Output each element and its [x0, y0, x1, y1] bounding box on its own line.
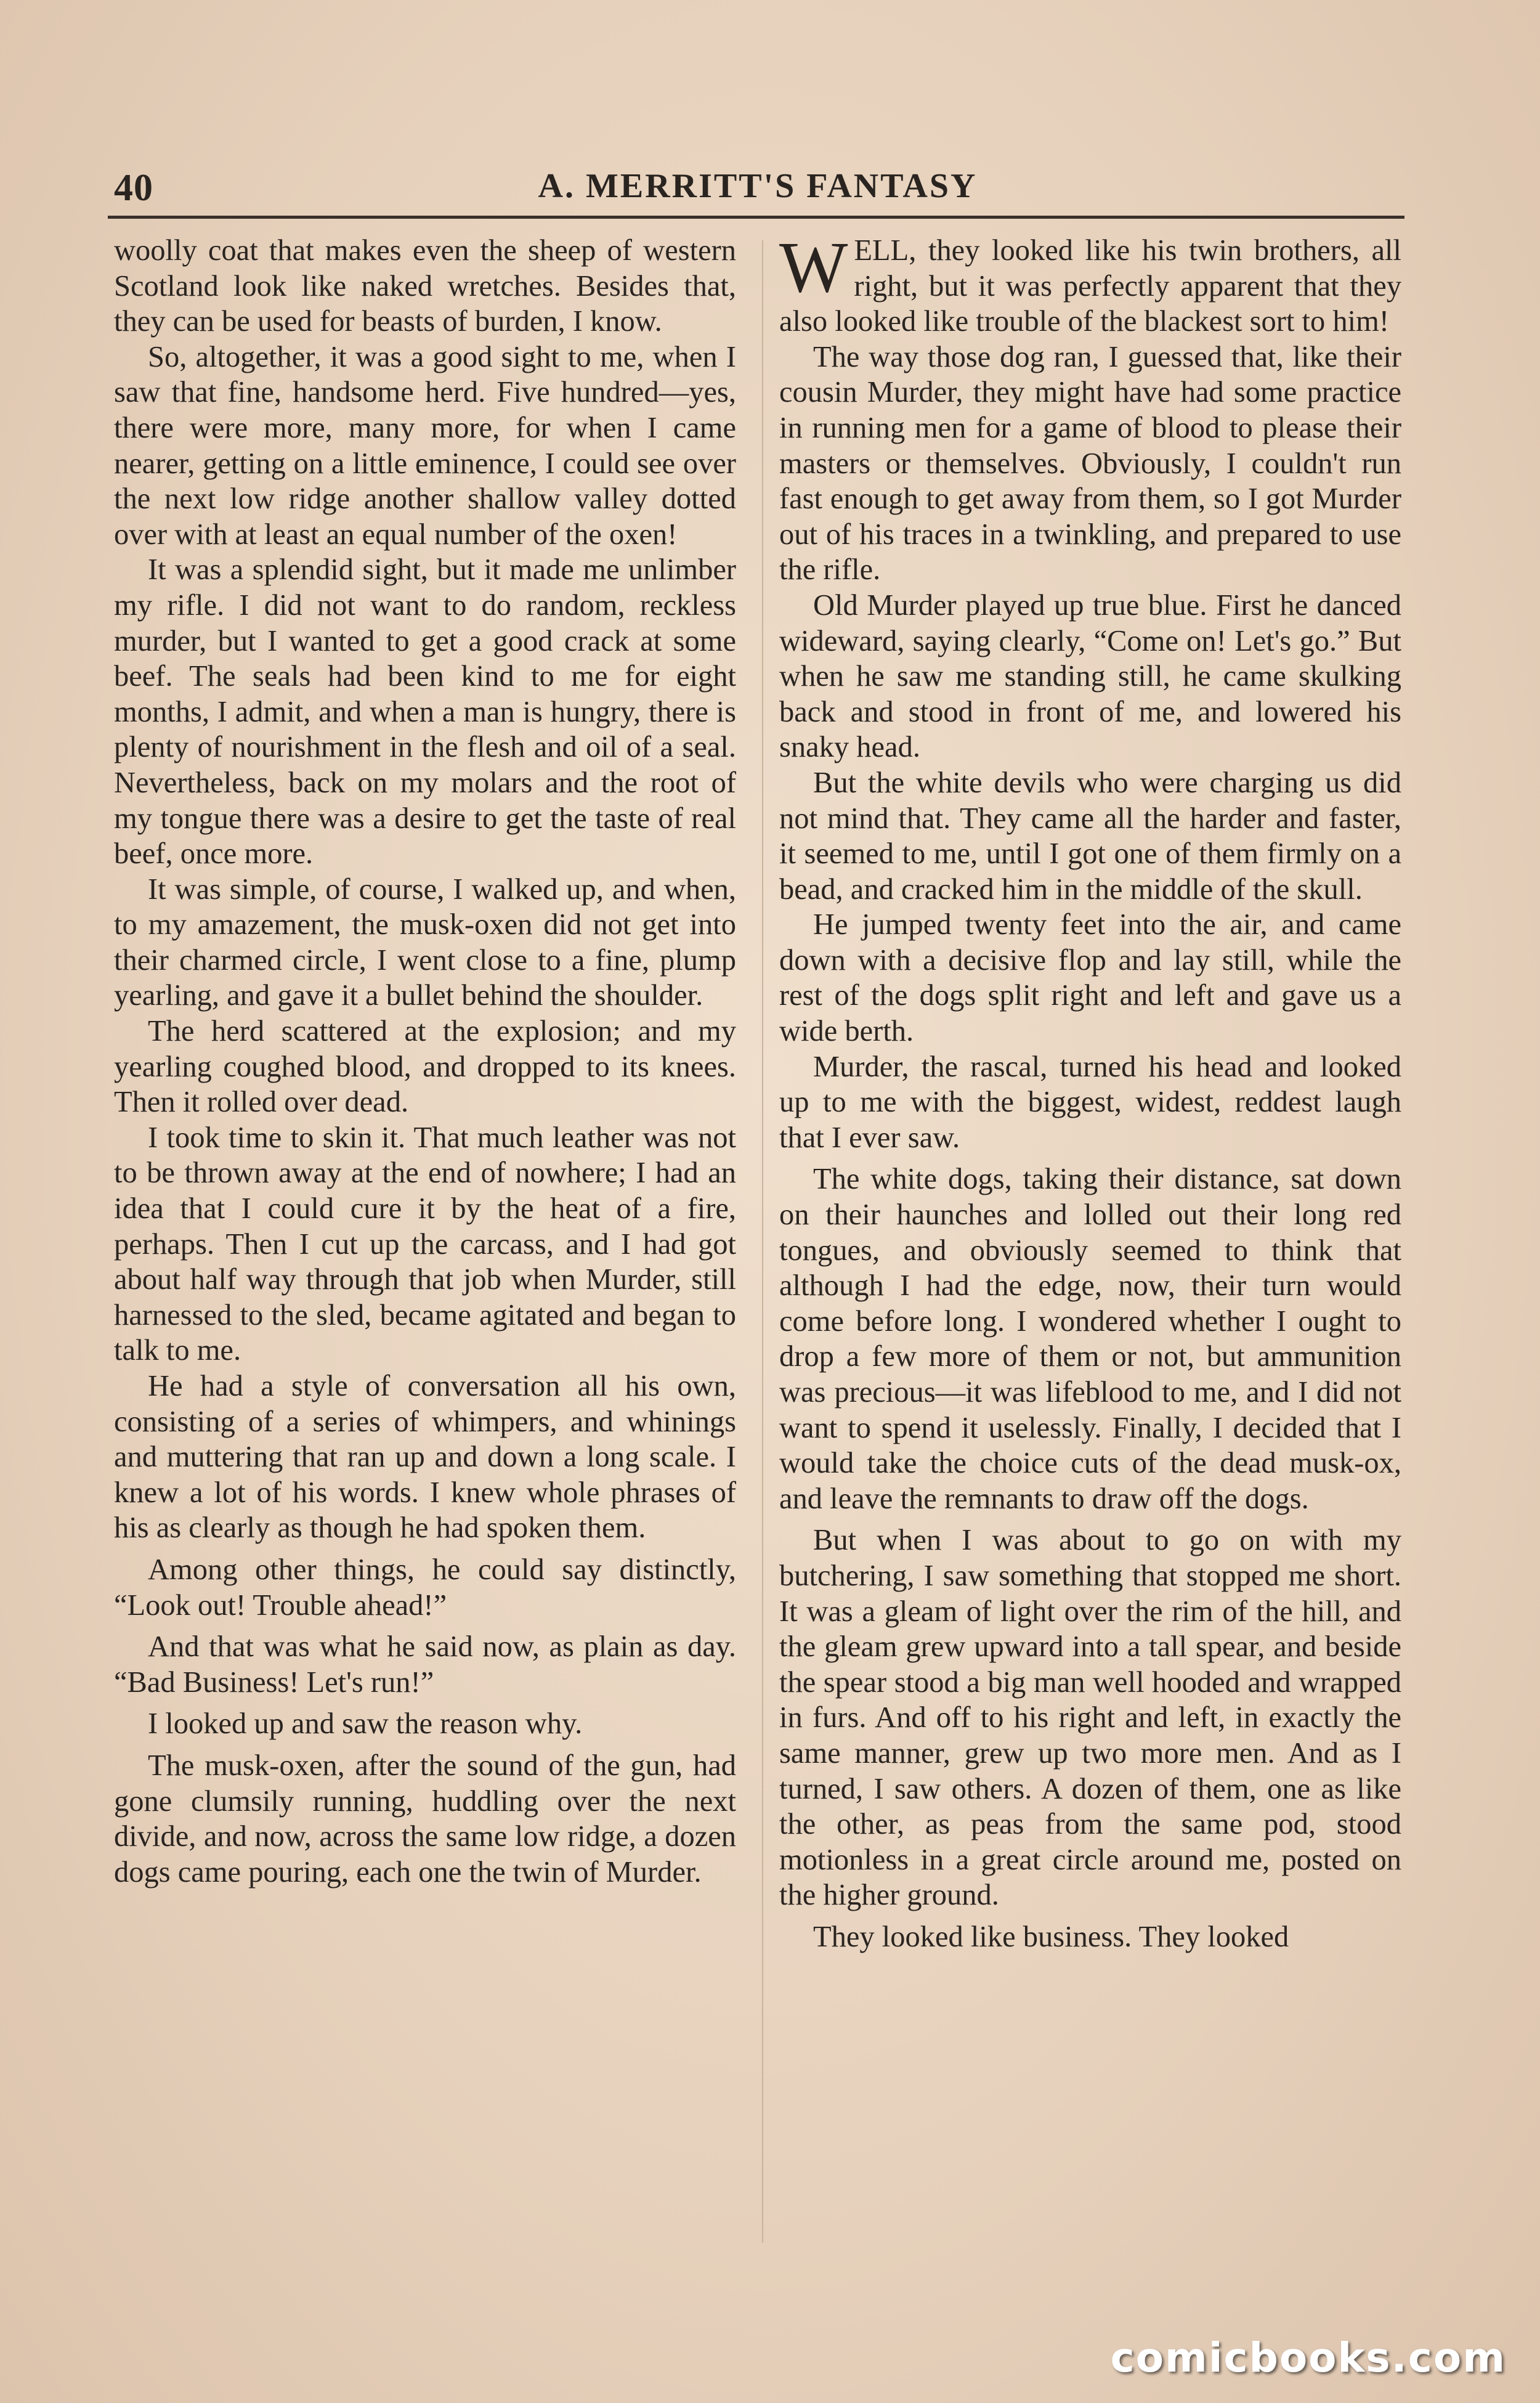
paragraph: But the white devils who were charging us did not mind that. They came all the harder and faster, it seemed to me, until I got one of them firmly on a bead, and cracked him in the middle of the skull. — [779, 766, 1401, 906]
watermark-logo: comicbooks.com — [1110, 2334, 1506, 2381]
paragraph: He had a style of conversation all his own, consisting of a series of whimpers, and whinings and muttering that ran up and down a long scale. I knew a lot of his words. I knew whole phrases of his as clearly as though he had spoken them. — [114, 1370, 736, 1545]
paragraph: The way those dog ran, I guessed that, like their cousin Murder, they might have had some practice in running men for a game of blood to please their masters or themselves. Obviously, I couldn't run fast enough to get away from them, so I got Murder out of his traces in a twinkling, and prepared to use the rifle. — [779, 340, 1401, 587]
paragraph: woolly coat that makes even the sheep of western Scotland look like naked wretches. Besides that, they can be used for beasts of burden, I know. — [114, 234, 736, 338]
paragraph: And that was what he said now, as plain as day. “Bad Business! Let's run!” — [114, 1630, 736, 1699]
paragraph: It was simple, of course, I walked up, and when, to my amazement, the musk-oxen did not get into their charmed circle, I went close to a fine, plump yearling, and gave it a bullet behind the shoulder. — [114, 872, 736, 1012]
left-column — [114, 233, 736, 2254]
running-title: A. MERRITT'S FANTASY — [538, 167, 978, 205]
paragraph: It was a splendid sight, but it made me unlimber my rifle. I did not want to do random, reckless murder, but I wanted to get a good crack at some beef. The seals had been kind to me for eight months, I admit, and when a man is hungry, there is plenty of nourishment in the flesh and oil of a seal. Nevertheless, back on my molars and the root of my tongue there was a desire to get the taste of real beef, once more. — [114, 553, 736, 871]
paragraph: So, altogether, it was a good sight to me, when I saw that fine, handsome herd. Five hundred—yes, there were more, many more, for when I came nearer, getting on a little eminence, I could see over the next low ridge another shallow valley dotted over with at least an equal number of the oxen! — [114, 340, 736, 551]
paragraph: He jumped twenty feet into the air, and came down with a decisive flop and lay still, while the rest of the dogs split right and left and gave us a wide berth. — [779, 908, 1401, 1048]
opening-paragraph — [779, 227, 1401, 340]
paragraph: Murder, the rascal, turned his head and looked up to me with the biggest, widest, reddest laugh that I ever saw. — [779, 1050, 1401, 1154]
right-column — [779, 227, 1401, 2254]
paragraph: Among other things, he could say distinctly, “Look out! Trouble ahead!” — [114, 1553, 736, 1622]
paragraph: The white dogs, taking their distance, sat down on their haunches and lolled out their long red tongues, and obviously seemed to think that although I had the edge, now, their turn would come before long. I wondered whether I ought to drop a few more of them or not, but ammunition was precious—it was lifeblood to me, and I did not want to spend it uselessly. Finally, I decided that I would take the choice cuts of the dead musk-ox, and leave the remnants to draw off the dogs. — [779, 1163, 1401, 1515]
drop-cap: W — [779, 227, 848, 307]
opening-text: ELL, they looked like his twin brothers, all right, but it was perfectly apparent that they also looked like trouble of the blackest sort to him! — [779, 234, 1401, 338]
page-header — [114, 166, 1401, 209]
paragraph: I looked up and saw the reason why. — [148, 1707, 583, 1741]
paragraph: Old Murder played up true blue. First he danced wideward, saying clearly, “Come on! Let's go.” But when he saw me standing still, he came skulking back and stood in front of me, and lowered his snaky head. — [779, 588, 1401, 764]
paragraph: They looked like business. They looked — [813, 1920, 1289, 1953]
page-number: 40 — [114, 167, 153, 209]
paragraph: I took time to skin it. That much leather was not to be thrown away at the end of nowhere; I had an idea that I could cure it by the heat of a fire, perhaps. Then I cut up the carcass, and I had got about half way through that job when Murder, still harnessed to the sled, became agitated and began to talk to me. — [114, 1121, 736, 1367]
paragraph: The musk-oxen, after the sound of the gun, had gone clumsily running, huddling over the next divide, and now, across the same low ridge, a dozen dogs came pouring, each one the twin of Murder. — [114, 1749, 736, 1889]
column-divider — [762, 240, 763, 2243]
paragraph: The herd scattered at the explosion; and my yearling coughed blood, and dropped to its knees. Then it rolled over dead. — [114, 1015, 736, 1119]
paragraph: But when I was about to go on with my butchering, I saw something that stopped me short. It was a gleam of light over the rim of the hill, and the gleam grew upward into a tall spear, and beside the spear stood a big man well hooded and wrapped in furs. And off to his right and left, in exactly the same manner, grew up two more men. And as I turned, I saw others. A dozen of them, one as like the other, as peas from the same pod, stood motionless in a great circle around me, posted on the higher ground. — [779, 1524, 1401, 1912]
header-rule — [108, 216, 1404, 219]
